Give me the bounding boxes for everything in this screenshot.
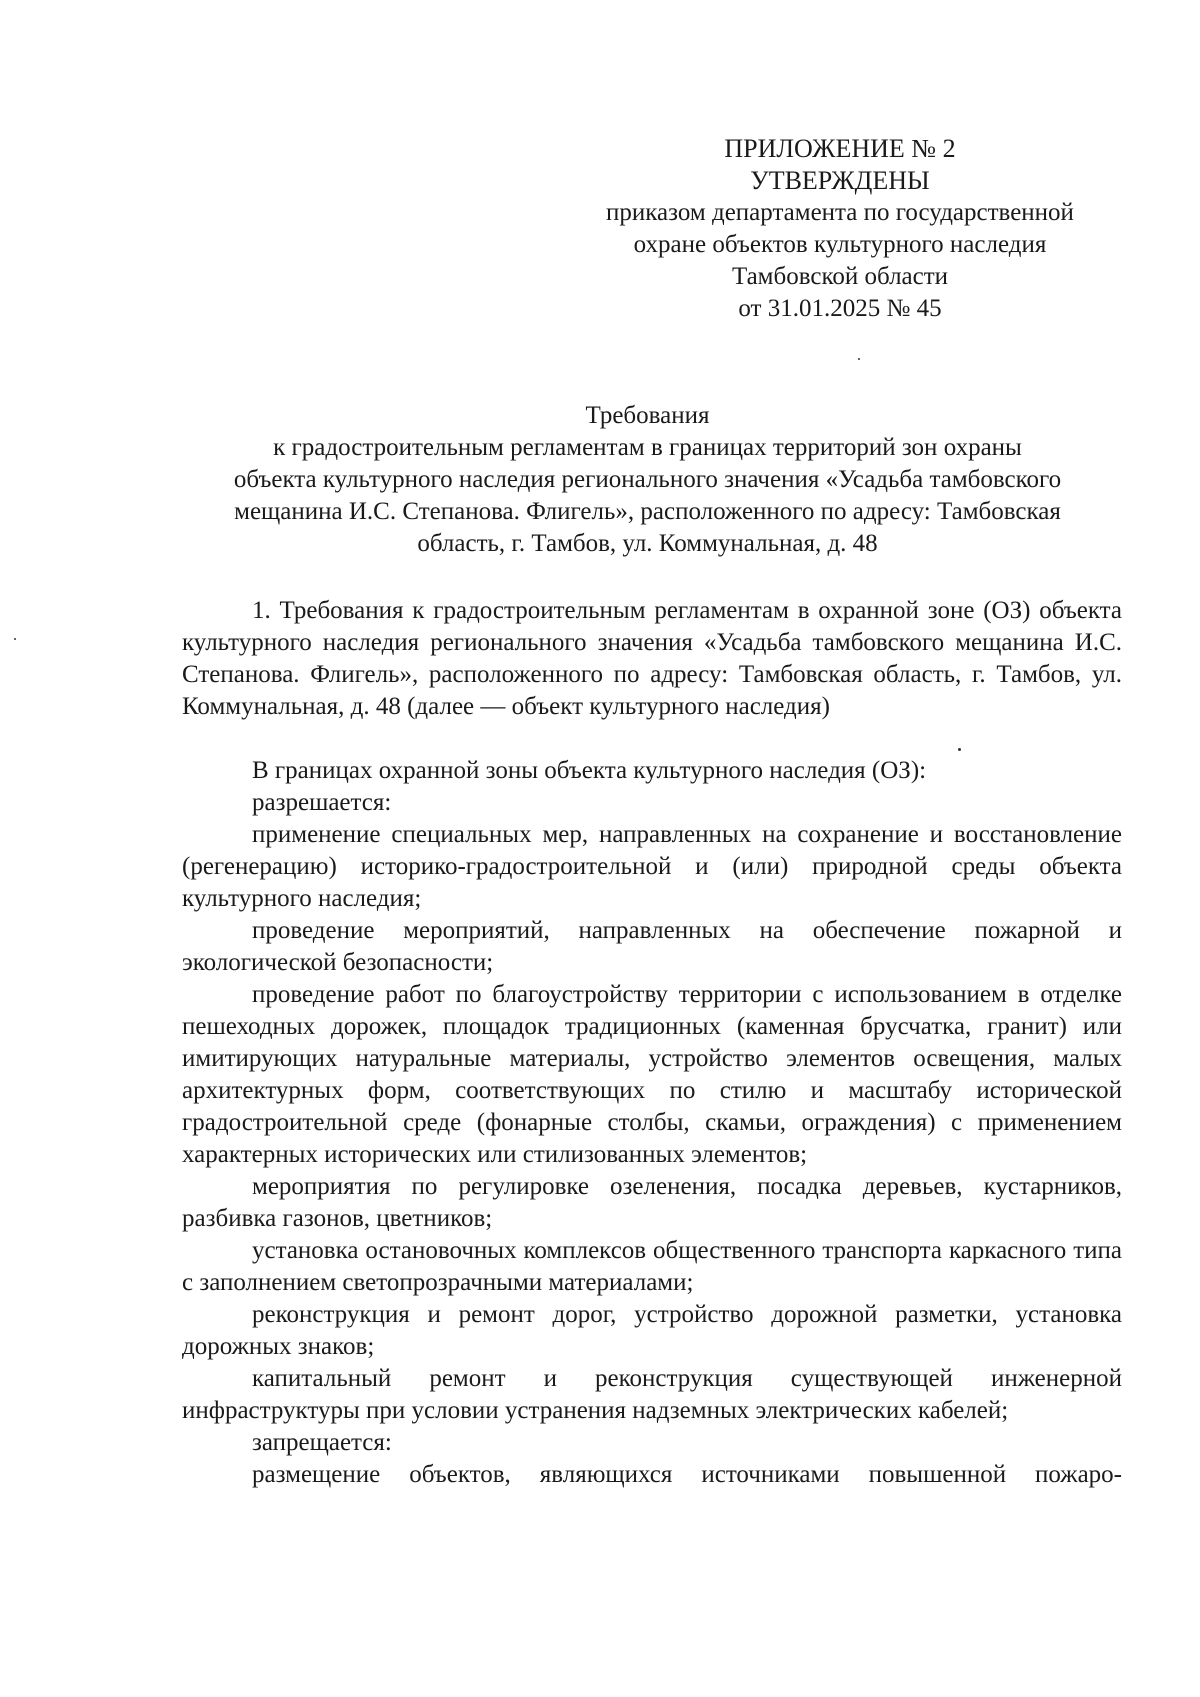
approval-line-3: Тамбовской области xyxy=(731,263,949,290)
allowed-item: применение специальных мер, направленных на сохранение и восстановление (регенерацию) историко-градостроительной и (или) природной среды объекта культурного наследия; xyxy=(182,821,1122,912)
title-line-4: область, г. Тамбов, ул. Коммунальная, д. 48 xyxy=(417,530,878,557)
scan-speck xyxy=(958,748,961,751)
forbidden-label: запрещается: xyxy=(252,1429,392,1456)
approval-date-number: от 31.01.2025 № 45 xyxy=(738,295,942,322)
section-1-paragraph: 1. Требования к градостроительным регламентам в охранной зоне (ОЗ) объекта культурного наследия регионального значения «Усадьба тамбовского мещанина И.С. Степанова. Флигель», расположенного по адресу: Тамбовская область, г. Тамбов, ул. Коммунальная, д. 48 (далее — объект культурного наследия) xyxy=(182,597,1122,720)
forbidden-item: размещение объектов, являющихся источниками повышенной пожаро- xyxy=(252,1461,1122,1488)
scan-speck xyxy=(14,638,16,640)
allowed-item: капитальный ремонт и реконструкция существующей инженерной инфраструктуры при условии устранения надземных электрических кабелей; xyxy=(182,1365,1122,1424)
document-title xyxy=(175,400,1120,560)
title-line-1: к градостроительным регламентам в границах территорий зон охраны xyxy=(273,434,1022,461)
appendix-number: ПРИЛОЖЕНИЕ № 2 xyxy=(724,134,956,163)
allowed-item: установка остановочных комплексов общественного транспорта каркасного типа с заполнением светопрозрачными материалами; xyxy=(182,1237,1122,1296)
allowed-item: проведение мероприятий, направленных на обеспечение пожарной и экологической безопасности; xyxy=(182,917,1122,976)
approval-stamp xyxy=(560,133,1120,325)
allowed-item: реконструкция и ремонт дорог, устройство дорожной разметки, установка дорожных знаков; xyxy=(182,1301,1122,1360)
zone-intro: В границах охранной зоны объекта культурного наследия (ОЗ): xyxy=(252,757,927,784)
title-line-3: мещанина И.С. Степанова. Флигель», расположенного по адресу: Тамбовская xyxy=(234,498,1061,525)
title-heading: Требования xyxy=(585,402,710,429)
approval-line-1: приказом департамента по государственной xyxy=(606,199,1074,226)
title-line-2: объекта культурного наследия регионального значения «Усадьба тамбовского xyxy=(233,466,1062,493)
approved-label: УТВЕРЖДЕНЫ xyxy=(750,166,930,195)
allowed-item: мероприятия по регулировке озеленения, посадка деревьев, кустарников, разбивка газонов, цветников; xyxy=(182,1173,1122,1232)
allowed-label: разрешается: xyxy=(252,789,392,816)
allowed-item: проведение работ по благоустройству территории с использованием в отделке пешеходных дорожек, площадок традиционных (каменная брусчатка, гранит) или имитирующих натуральные материалы, устройство элементов освещения, малых архитектурных форм, соответствующих по стилю и масштабу исторической градостроительной среде (фонарные столбы, скамьи, ограждения) с применением характерных исторических или стилизованных элементов; xyxy=(182,981,1122,1168)
document-body xyxy=(182,595,1122,1491)
approval-line-2: охране объектов культурного наследия xyxy=(633,231,1047,258)
scan-speck xyxy=(858,358,860,360)
